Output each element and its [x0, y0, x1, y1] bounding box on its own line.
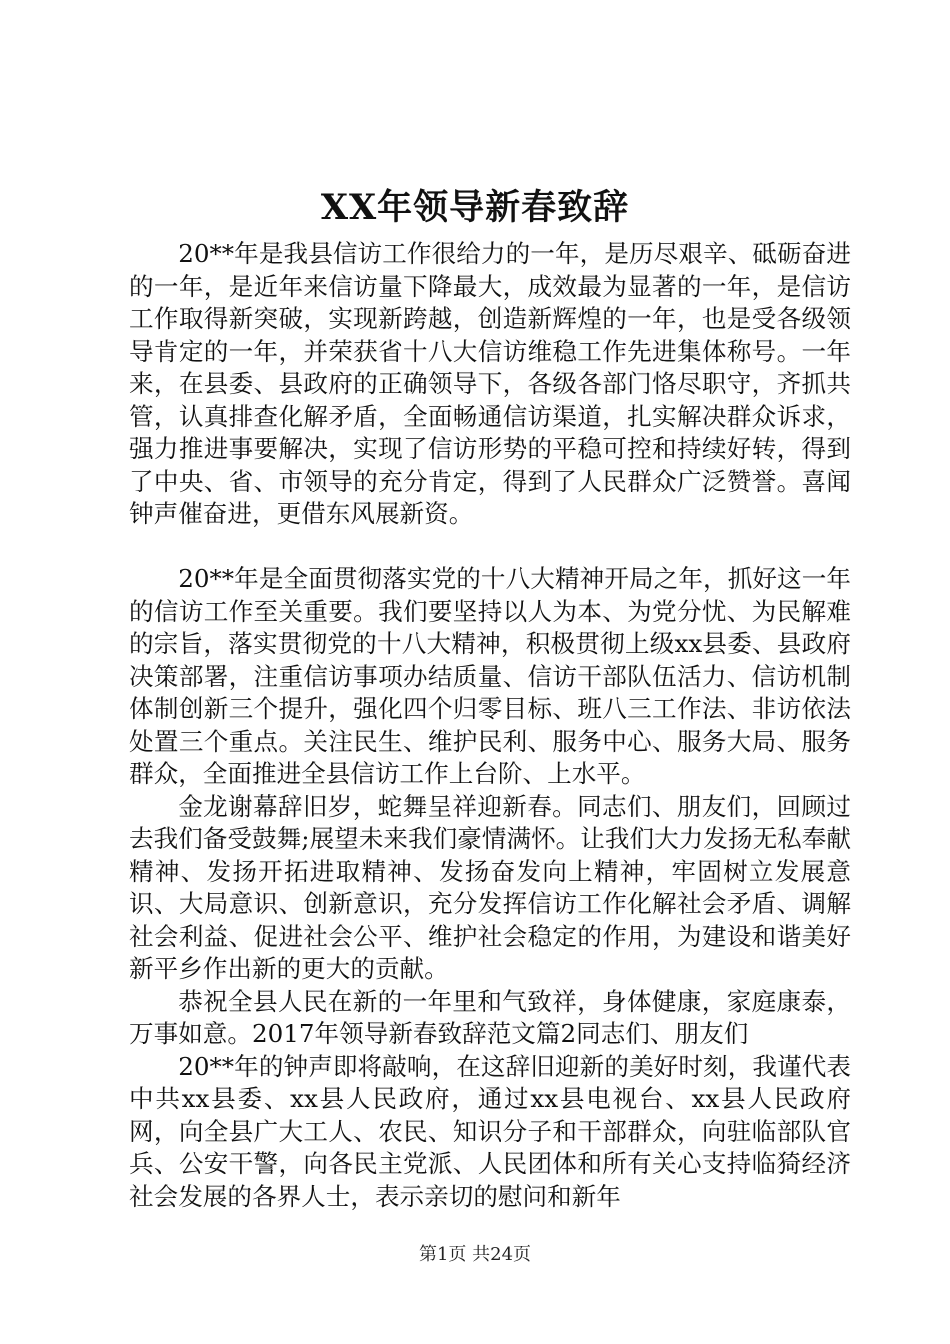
- paragraph-1: 20**年是我县信访工作很给力的一年，是历尽艰辛、砥砺奋进的一年，是近年来信访量下降最大，成效最为显著的一年，是信访工作取得新突破，实现新跨越，创造新辉煌的一年，也是受各级领导肯定的一年，并荣获省十八大信访维稳工作先进集体称号。一年来，在县委、县政府的正确领导下，各级各部门恪尽职守，齐抓共管，认真排查化解矛盾，全面畅通信访渠道，扎实解决群众诉求，强力推进事要解决，实现了信访形势的平稳可控和持续好转，得到了中央、省、市领导的充分肯定，得到了人民群众广泛赞誉。喜闻钟声催奋进，更借东风展新资。: [129, 239, 851, 528]
- paragraph-2: 20**年是全面贯彻落实党的十八大精神开局之年，抓好这一年的信访工作至关重要。我们要坚持以人为本、为党分忧、为民解难的宗旨，落实贯彻党的十八大精神，积极贯彻上级xx县委、县政府决策部署，注重信访事项办结质量、信访干部队伍活力、信访机制体制创新三个提升，强化四个归零目标、班八三工作法、非访依法处置三个重点。关注民生、维护民利、服务中心、服务大局、服务群众，全面推进全县信访工作上台阶、上水平。: [129, 564, 851, 788]
- document-body: [129, 238, 851, 1213]
- page-number-footer: 第1页 共24页: [418, 1244, 532, 1265]
- paragraph-3: 金龙谢幕辞旧岁，蛇舞呈祥迎新春。同志们、朋友们，回顾过去我们备受鼓舞;展望未来我们豪情满怀。让我们大力发扬无私奉献精神、发扬开拓进取精神、发扬奋发向上精神，牢固树立发展意识、大局意识、创新意识，充分发挥信访工作化解社会矛盾、调解社会利益、促进社会公平、维护社会稳定的作用，为建设和谐美好新平乡作出新的更大的贡献。: [129, 791, 851, 983]
- document-title: XX年领导新春致辞: [320, 187, 630, 228]
- paragraph-4: 恭祝全县人民在新的一年里和气致祥，身体健康，家庭康泰，万事如意。2017年领导新春致辞范文篇2同志们、朋友们: [129, 986, 851, 1048]
- paragraph-5: 20**年的钟声即将敲响，在这辞旧迎新的美好时刻，我谨代表中共xx县委、xx县人民政府，通过xx县电视台、xx县人民政府网，向全县广大工人、农民、知识分子和干部群众，向驻临部队官兵、公安干警，向各民主党派、人民团体和所有关心支持临猗经济社会发展的各界人士，表示亲切的慰问和新年: [129, 1051, 851, 1211]
